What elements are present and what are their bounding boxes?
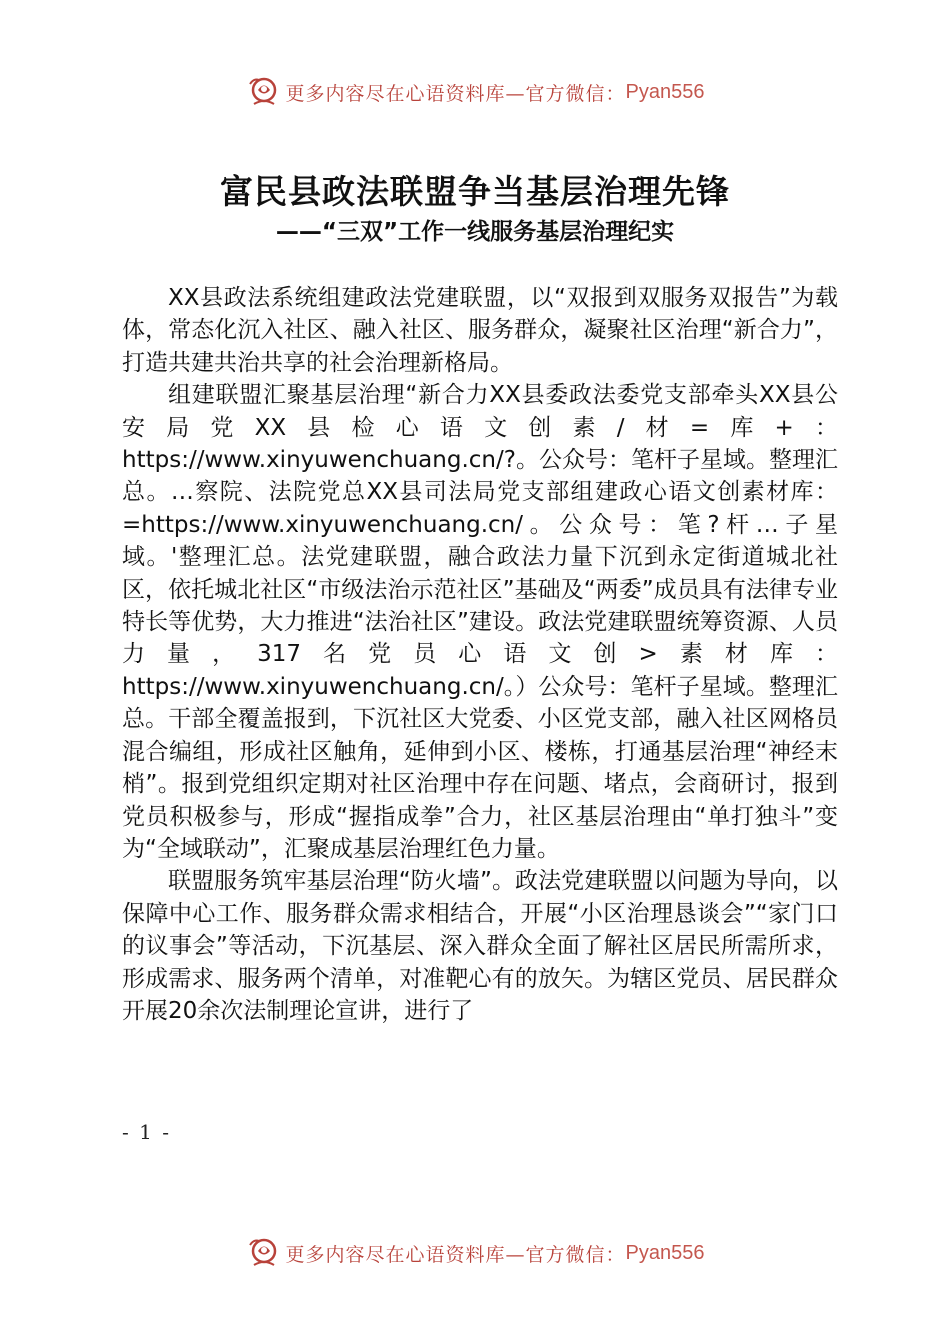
document-subtitle: ——“三双”工作一线服务基层治理纪实 <box>275 219 675 245</box>
watermark-text: 更多内容尽在心语资料库—官方微信： <box>285 1243 626 1266</box>
document-title: 富民县政法联盟争当基层治理先锋 <box>220 172 730 211</box>
watermark-text: 更多内容尽在心语资料库—官方微信： <box>285 82 626 105</box>
watermark-wechat-id: Pyan556 <box>625 80 705 103</box>
page-number: - 1 - <box>122 1120 171 1144</box>
rose-flower-icon <box>246 74 282 110</box>
watermark-wechat-id: Pyan556 <box>625 1241 705 1264</box>
paragraph-alliance: 组建联盟汇聚基层治理“新合力XX县委政法委党支部牵头XX县公安局党XX县检心语文创素/材=库+：https://www.xinyuwenchuang.cn/?。公众号：笔杆子星域。整理汇总。…察院、法院党总XX县司法局党支部组建政心语文创素材库：=https://www.xinyuwenchuang.cn/。公众号：笔?杆…子星域。'整理汇总。法党建联盟，融合政法力量下沉到永定街道城北社区，依托城北社区“市级法治示范社区”基础及“两委”成员具有法律专业特长等优势，大力推进“法治社区”建设。政法党建联盟统筹资源、人员力量，317名党员心语文创>素材库：https://www.xinyuwenchuang.cn/。）公众号：笔杆子星域。整理汇总。干部全覆盖报到，下沉社区大党委、小区党支部，融入社区网格员混合编组，形成社区触角，延伸到小区、楼栋，打通基层治理“神经末梢”。报到党组织定期对社区治理中存在问题、堵点，会商研讨，报到党员积极参与，形成“握指成拳”合力，社区基层治理由“单打独斗”变为“全域联动”，汇聚成基层治理红色力量。 <box>122 382 838 862</box>
rose-flower-icon <box>246 1235 282 1271</box>
paragraph-firewall: 联盟服务筑牢基层治理“防火墙”。政法党建联盟以问题为导向，以保障中心工作、服务群众需求相结合，开展“小区治理恳谈会”“家门口的议事会”等活动，下沉基层、深入群众全面了解社区居民所需所求，形成需求、服务两个清单，对准靶心有的放矢。为辖区党员、居民群众开展20余次法制理论宣讲，进行了 <box>122 868 838 1024</box>
document-body <box>122 282 838 1027</box>
paragraph-intro: XX县政法系统组建政法党建联盟，以“双报到双服务双报告”为载体，常态化沉入社区、融入社区、服务群众，凝聚社区治理“新合力”，打造共建共治共享的社会治理新格局。 <box>122 285 838 376</box>
watermark-banner-top <box>0 72 950 112</box>
watermark-banner-bottom <box>0 1233 950 1273</box>
